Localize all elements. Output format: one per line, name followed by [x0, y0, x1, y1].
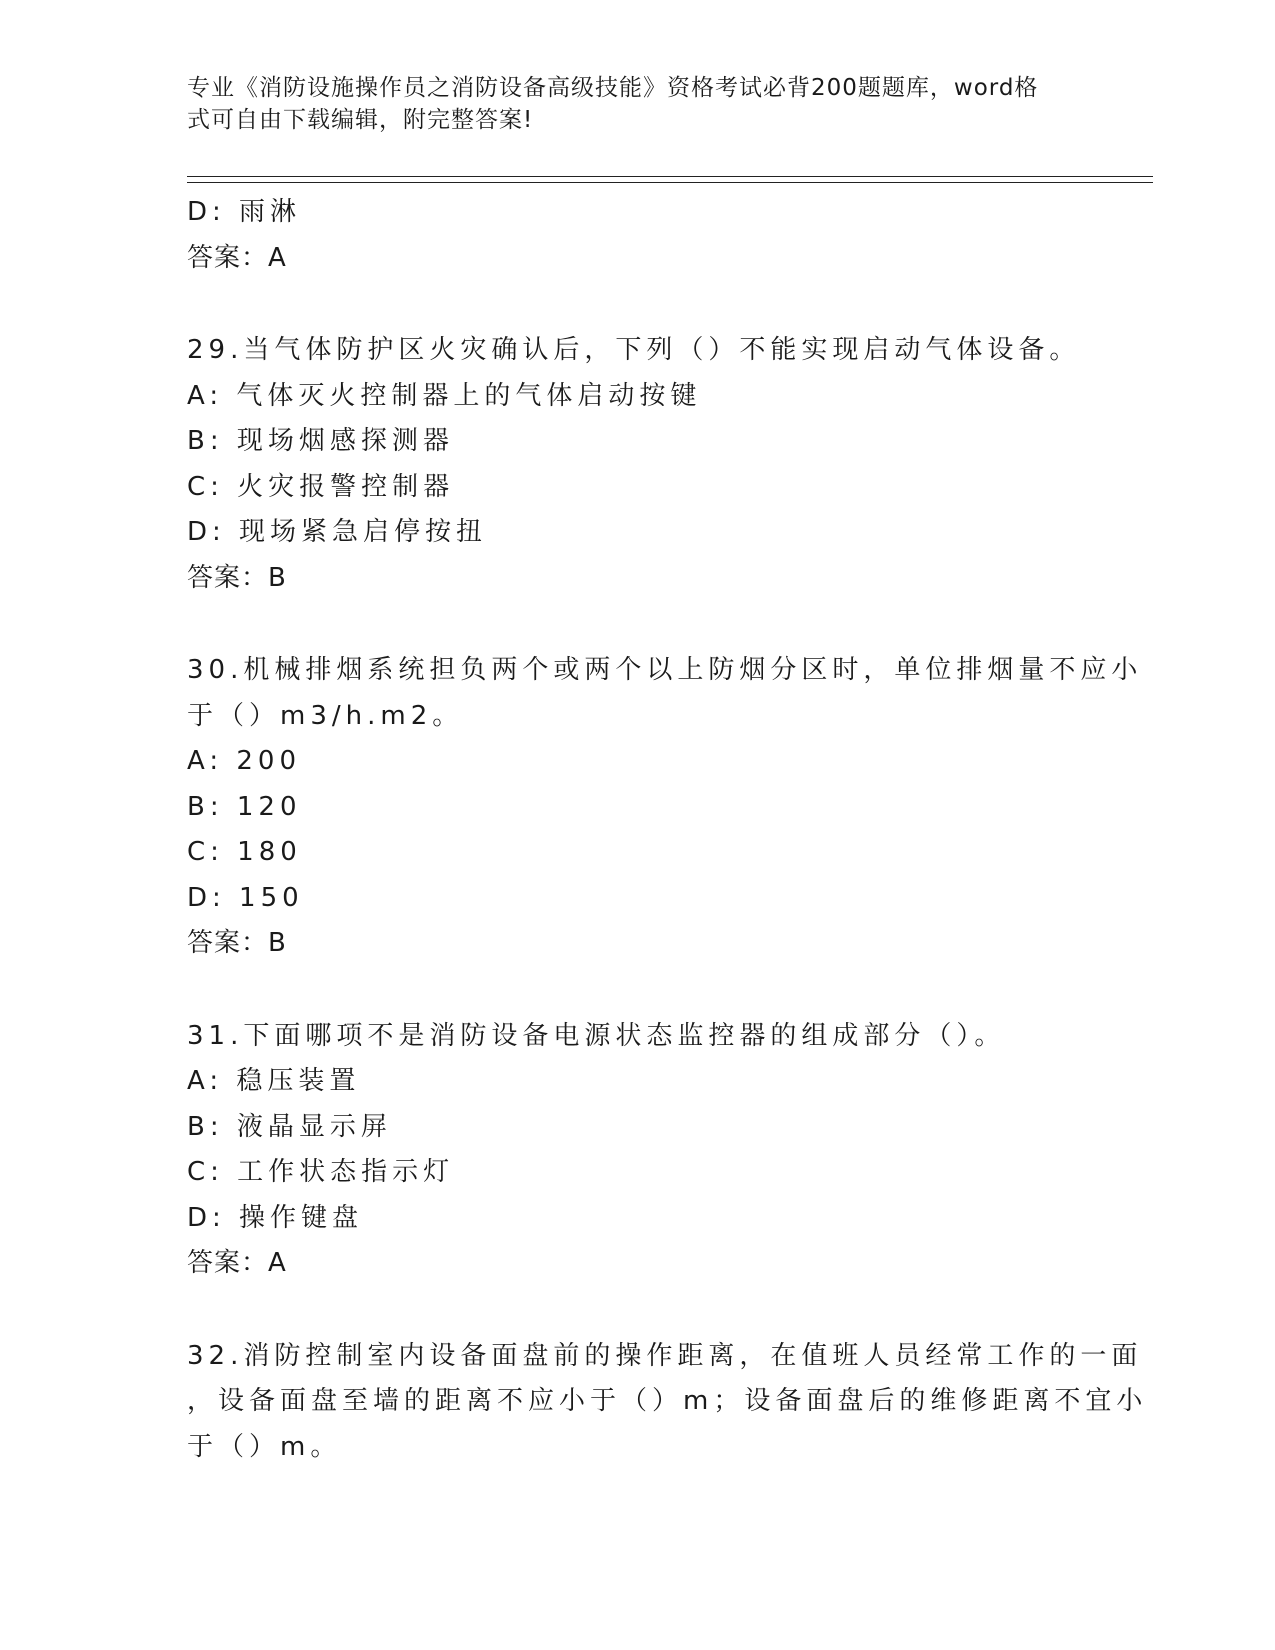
answer-line: 答案：A: [187, 1248, 287, 1278]
question-text: 29.当气体防护区火灾确认后，下列（）不能实现启动气体设备。: [187, 335, 1081, 365]
option-c: C: 180: [187, 837, 302, 867]
header-divider-bottom: [187, 182, 1153, 183]
option-d: D: 雨淋: [187, 197, 302, 227]
question-text-cont: 于（）m3/h.m2。: [187, 700, 464, 731]
question-text: 32.消防控制室内设备面盘前的操作距离，在值班人员经常工作的一面: [187, 1340, 1143, 1371]
question-29: [187, 328, 1087, 601]
question-text-cont: ，设备面盘至墙的距离不应小于（）m；设备面盘后的维修距离不宜小: [187, 1386, 1148, 1416]
option-c: C: 工作状态指示灯: [187, 1157, 455, 1187]
option-d: D: 操作键盘: [187, 1202, 364, 1233]
question-list: [187, 190, 1148, 1470]
document-header: [187, 72, 1067, 136]
header-line-2: 式可自由下载编辑，附完整答案!: [187, 107, 534, 133]
option-d: D: 150: [187, 882, 304, 913]
question-text: 31.下面哪项不是消防设备电源状态监控器的组成部分（）。: [187, 1020, 1006, 1051]
answer-line: 答案：A: [187, 242, 287, 273]
question-30: [187, 648, 1143, 967]
question-text: 30.机械排烟系统担负两个或两个以上防烟分区时，单位排烟量不应小: [187, 655, 1143, 685]
question-text-cont: 于（）m。: [187, 1431, 342, 1462]
option-c: C: 火灾报警控制器: [187, 471, 455, 502]
answer-line: 答案：B: [187, 562, 287, 593]
header-line-1: 专业《消防设施操作员之消防设备高级技能》资格考试必背200题题库，word格: [187, 75, 1039, 101]
option-a: A: 气体灭火控制器上的气体启动按键: [187, 380, 702, 411]
answer-line: 答案：B: [187, 928, 287, 958]
header-divider-top: [187, 176, 1153, 177]
question-32: [187, 1334, 1148, 1471]
question-31: [187, 1014, 1087, 1287]
option-d: D: 现场紧急启停按扭: [187, 517, 488, 547]
option-b: B: 120: [187, 791, 302, 822]
option-a: A: 稳压装置: [187, 1066, 361, 1096]
option-b: B: 现场烟感探测器: [187, 426, 454, 456]
option-b: B: 液晶显示屏: [187, 1111, 392, 1142]
option-a: A: 200: [187, 746, 301, 776]
